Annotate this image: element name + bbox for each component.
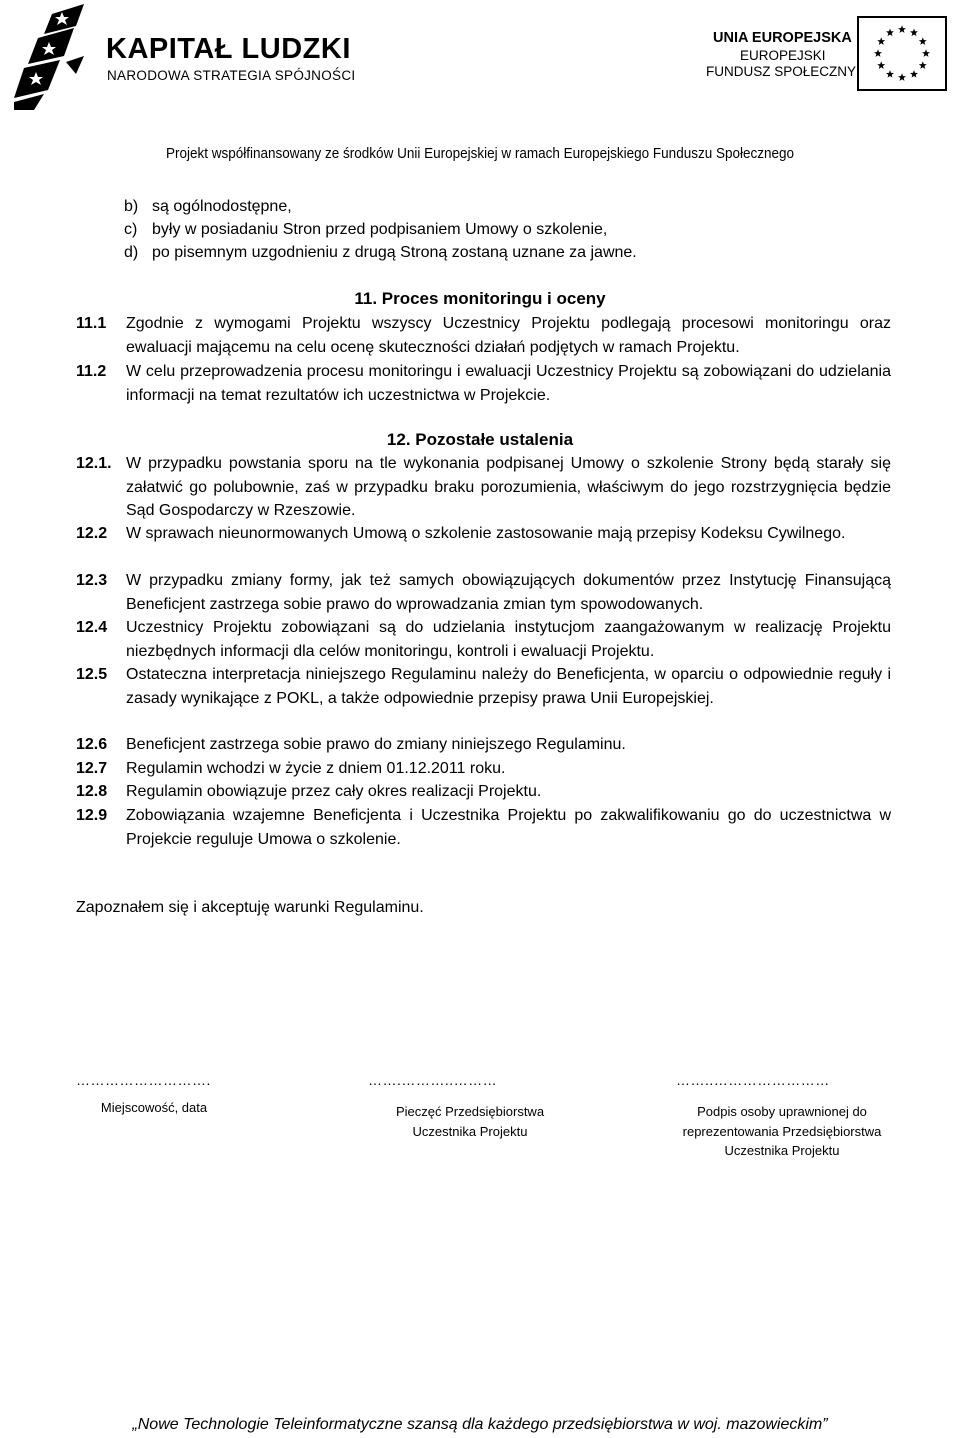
list-item-label: b) <box>124 198 139 215</box>
list-item: są ogólnodostępne, <box>152 198 292 215</box>
caption-line: reprezentowania Przedsiębiorstwa <box>682 1123 882 1139</box>
caption-line: Uczestnika Projektu <box>724 1143 840 1158</box>
eu-logo-line2: EUROPEJSKI <box>740 48 826 63</box>
section-item-text: Uczestnicy Projektu zobowiązani są do udzielania instytucjom zaangażowanym w realizację Projektu niezbędnych informacji dla celów monitoringu, kontroli i ewaluacji Projektu. <box>126 619 891 660</box>
section-item-number: 12.6 <box>76 736 108 753</box>
section-11-title: 11. Proces monitoringu i oceny <box>354 289 606 308</box>
kapital-ludzki-logo-icon <box>14 4 106 110</box>
section-item-text: Regulamin wchodzi w życie z dniem 01.12.2011 roku. <box>126 760 506 777</box>
signature-caption-stamp <box>370 1102 570 1141</box>
list-item: po pisemnym uzgodnieniu z drugą Stroną zostaną uznane za jawne. <box>152 244 637 261</box>
list-item-label: d) <box>124 244 139 261</box>
section-item-number: 12.4 <box>76 619 108 636</box>
section-item-number: 11.1 <box>76 315 107 332</box>
caption-line: Podpis osoby uprawnionej do <box>697 1104 867 1119</box>
section-item-number: 11.2 <box>76 363 107 380</box>
section-item-number: 12.2 <box>76 525 108 542</box>
eu-logo-line3: FUNDUSZ SPOŁECZNY <box>706 64 857 79</box>
cofinancing-note: Projekt współfinansowany ze środków Unii Europejskiej w ramach Europejskiego Funduszu Społecznego <box>165 145 795 162</box>
logo-subtitle: NARODOWA STRATEGIA SPÓJNOŚCI <box>107 68 356 83</box>
acceptance-statement: Zapoznałem się i akceptuję warunki Regulaminu. <box>76 899 424 916</box>
section-item-text: Zgodnie z wymogami Projektu wszyscy Uczestnicy Projektu podlegają procesowi monitoringu oraz ewaluacji mającemu na celu ocenę skuteczności działań podjętych w ramach Projektu. <box>126 315 891 356</box>
caption-line: Uczestnika Projektu <box>412 1123 528 1139</box>
eu-logo-line1: UNIA EUROPEJSKA <box>713 30 852 46</box>
project-footer: „Nowe Technologie Teleinformatyczne szansą dla każdego przedsiębiorstwa w woj. mazowieckim” <box>132 1416 828 1433</box>
section-item-text: W celu przeprowadzenia procesu monitoringu i ewaluacji Uczestnicy Projektu są zobowiązani do udzielania informacji na temat rezultatów ich uczestnictwa w Projekcie. <box>126 363 891 404</box>
section-item-text: Zobowiązania wzajemne Beneficjenta i Uczestnika Projektu po zakwalifikowaniu go do uczestnictwa w Projekcie reguluje Umowa o szkolenie. <box>126 807 891 848</box>
section-item-number: 12.8 <box>76 783 108 800</box>
eu-flag-icon <box>857 16 947 91</box>
section-item-number: 12.5 <box>76 666 108 683</box>
section-item-text: W przypadku zmiany formy, jak też samych obowiązujących dokumentów przez Instytucję Finansującą Beneficjent zastrzega sobie prawo do wprowadzania zmian tym spowodowanych. <box>126 572 891 613</box>
section-item-number: 12.1. <box>76 455 112 472</box>
signature-line-place-date: ………………………. <box>76 1072 211 1088</box>
section-item-number: 12.7 <box>76 760 108 777</box>
section-item-number: 12.3 <box>76 572 108 589</box>
signature-line-authorized: ……..…………………… <box>676 1072 830 1088</box>
caption-line: Miejscowość, data <box>100 1100 208 1115</box>
signature-line-stamp: …….………..……… <box>368 1072 498 1088</box>
section-item-text: Beneficjent zastrzega sobie prawo do zmiany niniejszego Regulaminu. <box>126 736 626 753</box>
section-item-number: 12.9 <box>76 807 108 824</box>
signature-caption-authorized <box>662 1102 902 1161</box>
section-item-text: W przypadku powstania sporu na tle wykonania podpisanej Umowy o szkolenie Strony będą starały się załatwić go polubownie, zaś w przypadku braku porozumienia, właściwym do jego rozstrzygnięcia będzie Sąd Gospodarczy w Rzeszowie. <box>126 455 891 520</box>
logo-title: KAPITAŁ LUDZKI <box>106 33 351 65</box>
list-item-label: c) <box>124 221 138 238</box>
section-item-text: W sprawach nieunormowanych Umową o szkolenie zastosowanie mają przepisy Kodeksu Cywilnego. <box>126 525 846 542</box>
section-item-text: Ostateczna interpretacja niniejszego Regulaminu należy do Beneficjenta, w oparciu o odpowiednie reguły i zasady wynikające z POKL, a także odpowiednie przepisy prawa Unii Europejskiej. <box>126 666 891 707</box>
section-12-title: 12. Pozostałe ustalenia <box>386 430 574 449</box>
list-item: były w posiadaniu Stron przed podpisaniem Umowy o szkolenie, <box>152 221 608 238</box>
signature-caption-place-date <box>74 1098 234 1118</box>
section-item-text: Regulamin obowiązuje przez cały okres realizacji Projektu. <box>126 783 542 800</box>
caption-line: Pieczęć Przedsiębiorstwa <box>395 1104 545 1119</box>
